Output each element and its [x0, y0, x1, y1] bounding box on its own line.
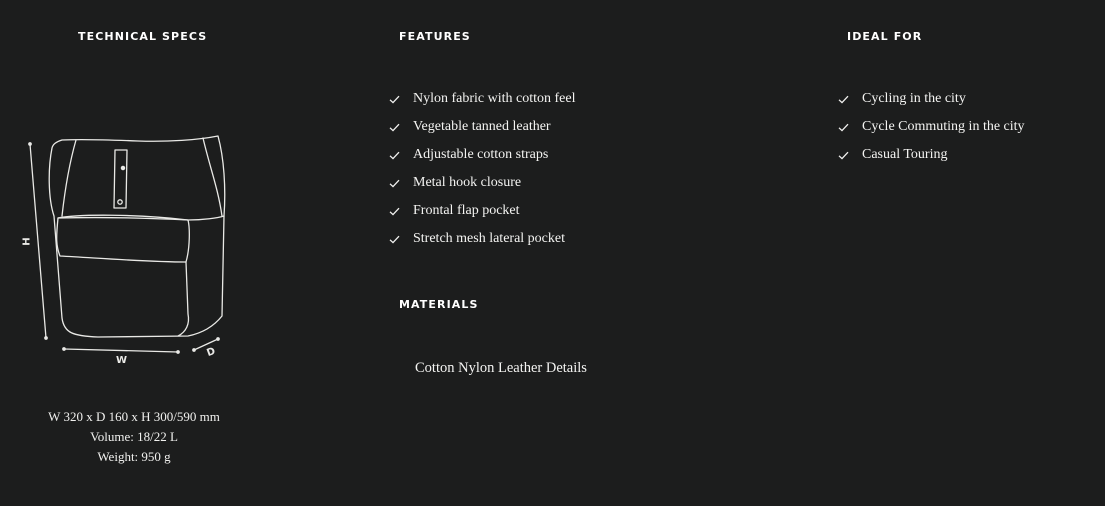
dimensions-text: W 320 x D 160 x H 300/590 mm — [48, 409, 220, 424]
feature-label: Vegetable tanned leather — [413, 119, 551, 134]
check-icon — [389, 207, 413, 216]
ideal-for-item — [838, 85, 1025, 113]
ideal-for-label: Casual Touring — [862, 147, 948, 162]
volume-text: Volume: 18/22 L — [90, 429, 178, 444]
check-icon — [389, 123, 413, 132]
features-list — [389, 85, 576, 253]
width-label: W — [116, 355, 128, 366]
ideal-for-list — [838, 85, 1025, 169]
features-heading: FEATURES — [399, 30, 471, 43]
check-icon — [389, 151, 413, 160]
feature-label: Stretch mesh lateral pocket — [413, 231, 565, 246]
width-dimension-line — [63, 348, 179, 353]
check-icon — [838, 151, 862, 160]
front-pocket-outline — [57, 218, 190, 262]
ideal-for-item — [838, 141, 1025, 169]
bag-dimensions-diagram — [18, 128, 228, 373]
spec-values — [34, 407, 234, 467]
weight-text: Weight: 950 g — [97, 449, 171, 464]
check-icon — [389, 235, 413, 244]
materials-text: Cotton Nylon Leather Details — [415, 360, 587, 376]
ideal-for-heading: IDEAL FOR — [847, 30, 923, 43]
depth-label: D — [205, 345, 217, 360]
feature-item — [389, 197, 576, 225]
height-label: H — [21, 237, 33, 246]
feature-item — [389, 169, 576, 197]
feature-item — [389, 225, 576, 253]
check-icon — [838, 95, 862, 104]
check-icon — [389, 179, 413, 188]
feature-label: Nylon fabric with cotton feel — [413, 91, 576, 106]
materials-heading: MATERIALS — [399, 298, 479, 311]
feature-label: Metal hook closure — [413, 175, 522, 190]
ideal-for-label: Cycling in the city — [862, 91, 966, 106]
feature-item — [389, 113, 576, 141]
feature-item — [389, 141, 576, 169]
bag-body-outline — [49, 136, 225, 337]
feature-item — [389, 85, 576, 113]
ideal-for-label: Cycle Commuting in the city — [862, 119, 1025, 134]
check-icon — [389, 95, 413, 104]
technical-specs-heading: TECHNICAL SPECS — [78, 30, 208, 43]
ideal-for-item — [838, 113, 1025, 141]
feature-label: Frontal flap pocket — [413, 203, 520, 218]
check-icon — [838, 123, 862, 132]
feature-label: Adjustable cotton straps — [413, 147, 549, 162]
